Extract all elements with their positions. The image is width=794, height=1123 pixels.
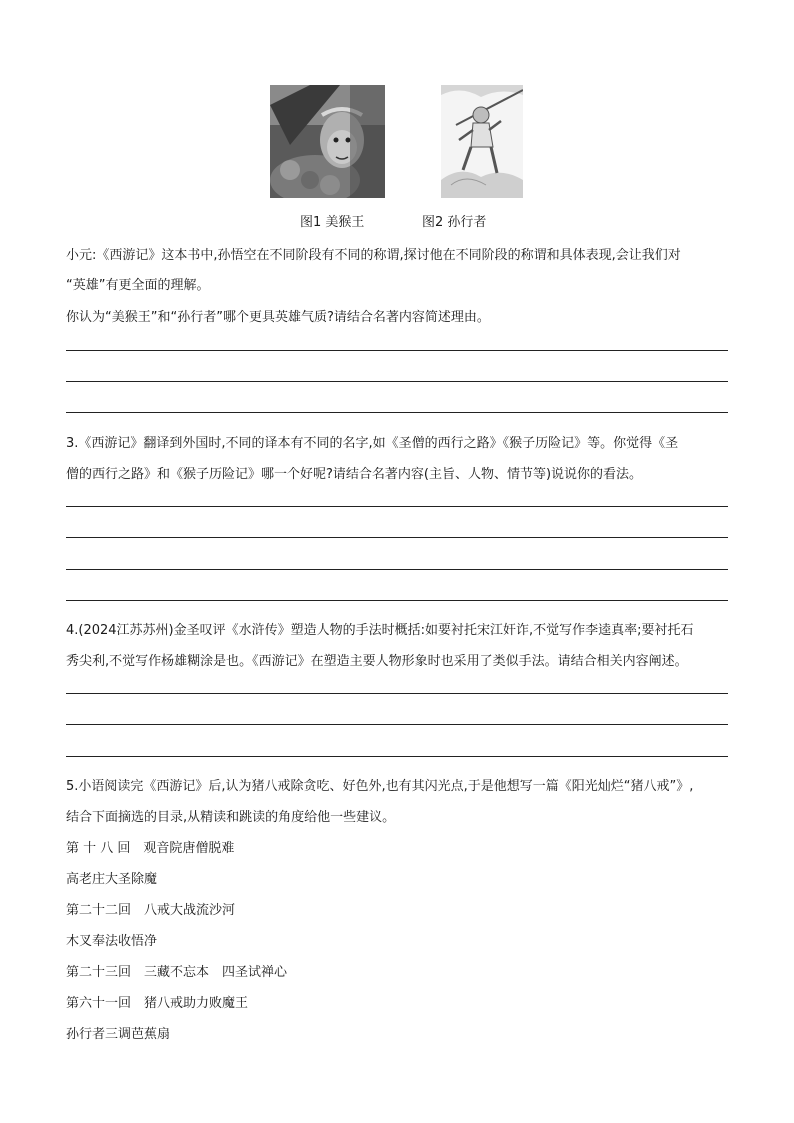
toc-item: 第二十三回 三藏不忘本 四圣试禅心 bbox=[66, 965, 288, 980]
toc-item: 孙行者三调芭蕉扇 bbox=[66, 1027, 171, 1042]
answer-line[interactable] bbox=[66, 569, 728, 570]
figure-1-caption: 图1 美猴王 bbox=[300, 215, 365, 230]
answer-line[interactable] bbox=[66, 756, 728, 757]
q4-line-2: 秀尖利,不觉写作杨雄糊涂是也。《西游记》在塑造主要人物形象时也采用了类似手法。请结合相关内容阐述。 bbox=[66, 654, 688, 669]
toc-item: 第六十一回 猪八戒助力败魔王 bbox=[66, 996, 249, 1011]
q4-line-1: 4.(2024江苏苏州)金圣叹评《水浒传》塑造人物的手法时概括:如要衬托宋江奸诈,不觉写作李逵真率;要衬托石 bbox=[66, 623, 694, 638]
q5-line-2: 结合下面摘选的目录,从精读和跳读的角度给他一些建议。 bbox=[66, 810, 396, 825]
toc-item: 木叉奉法收悟净 bbox=[66, 934, 158, 949]
q3-line-2: 僧的西行之路》和《猴子历险记》哪一个好呢?请结合名著内容(主旨、人物、情节等)说说你的看法。 bbox=[66, 467, 643, 482]
figure-2-caption: 图2 孙行者 bbox=[422, 215, 487, 230]
q2-intro-line-2: “英雄”有更全面的理解。 bbox=[66, 278, 210, 293]
answer-line[interactable] bbox=[66, 412, 728, 413]
q5-line-1: 5.小语阅读完《西游记》后,认为猪八戒除贪吃、好色外,也有其闪光点,于是他想写一篇《阳光灿烂“猪八戒”》, bbox=[66, 779, 694, 794]
toc-item: 第二十二回 八戒大战流沙河 bbox=[66, 903, 236, 918]
answer-line[interactable] bbox=[66, 506, 728, 507]
toc-item: 高老庄大圣除魔 bbox=[66, 872, 158, 887]
answer-line[interactable] bbox=[66, 350, 728, 351]
answer-line[interactable] bbox=[66, 693, 728, 694]
q2-intro-line-1: 小元:《西游记》这本书中,孙悟空在不同阶段有不同的称谓,探讨他在不同阶段的称谓和具体表现,会让我们对 bbox=[66, 248, 681, 263]
answer-line[interactable] bbox=[66, 381, 728, 382]
toc-item: 第 十 八 回 观音院唐僧脱难 bbox=[66, 841, 235, 856]
answer-line[interactable] bbox=[66, 724, 728, 725]
sun-xingzhe-illustration bbox=[441, 85, 523, 198]
answer-line[interactable] bbox=[66, 537, 728, 538]
q3-line-1: 3.《西游记》翻译到外国时,不同的译本有不同的名字,如《圣僧的西行之路》《猴子历险记》等。你觉得《圣 bbox=[66, 436, 679, 451]
monkey-king-photo bbox=[270, 85, 385, 198]
q2-question: 你认为“美猴王”和“孙行者”哪个更具英雄气质?请结合名著内容简述理由。 bbox=[66, 310, 490, 325]
answer-line[interactable] bbox=[66, 600, 728, 601]
